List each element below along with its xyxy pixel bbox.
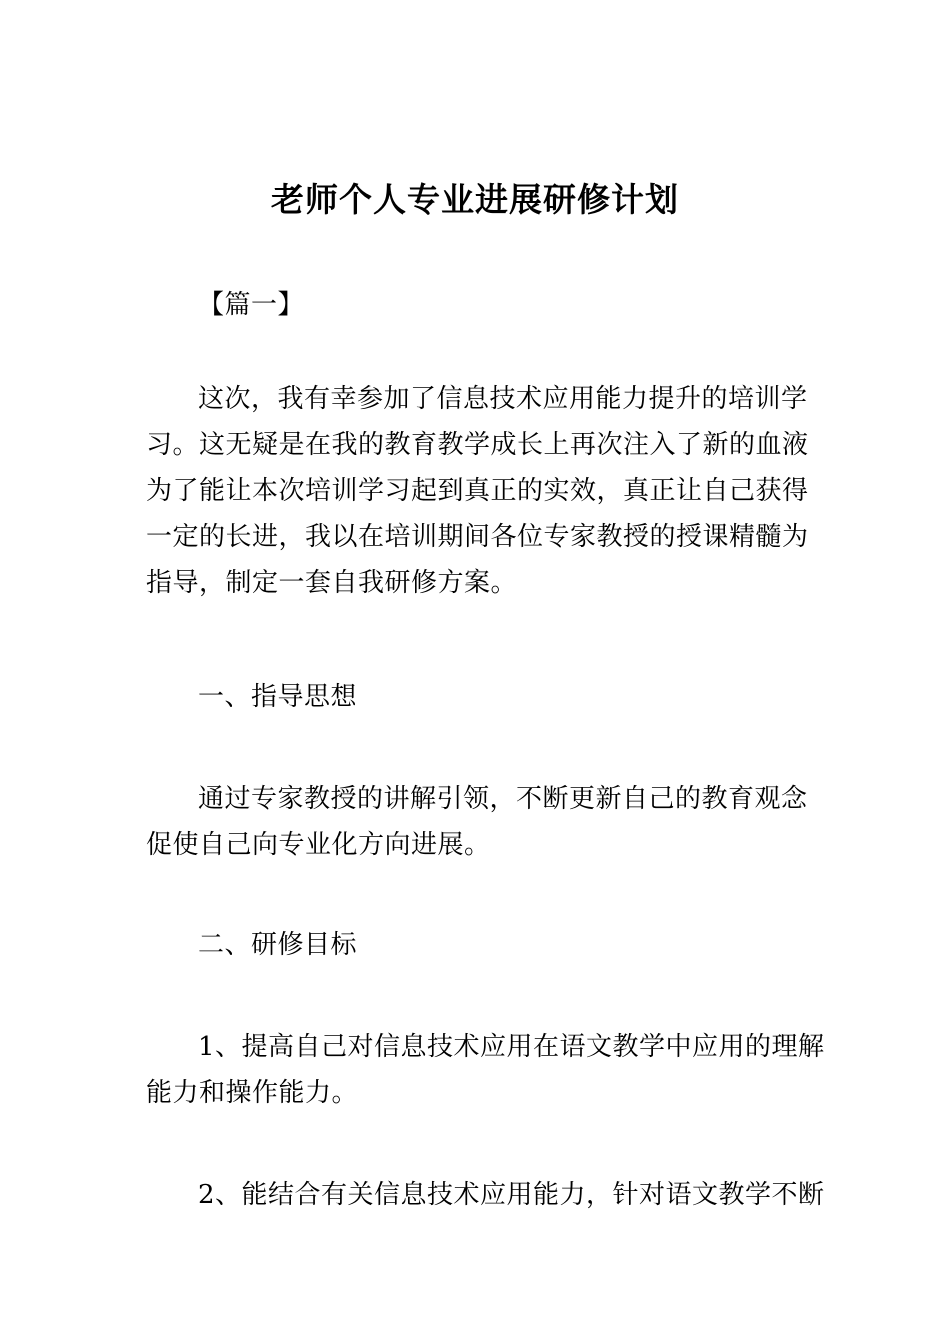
- paragraph-line: 指导，制定一套自我研修方案。: [146, 568, 518, 598]
- paragraph-line: 通过专家教授的讲解引领，不断更新自己的教育观念: [198, 784, 808, 814]
- paragraph-line: 一定的长进，我以在培训期间各位专家教授的授课精髓为: [146, 522, 809, 552]
- paragraph-line: 2、能结合有关信息技术应用能力，针对语文教学不断: [198, 1180, 825, 1210]
- paragraph-line: 能力和操作能力。: [146, 1078, 359, 1108]
- paragraph-line: 习。这无疑是在我的教育教学成长上再次注入了新的血液: [146, 430, 809, 460]
- section-heading-goals: 二、研修目标: [198, 930, 358, 960]
- paragraph-line: 这次，我有幸参加了信息技术应用能力提升的培训学: [198, 384, 808, 414]
- goal-item-1: [146, 1024, 825, 1116]
- guiding-thought-paragraph: [146, 776, 810, 868]
- goal-item-2: [146, 1172, 825, 1218]
- document-title: 老师个人专业进展研修计划: [271, 180, 679, 219]
- part-label: 【篇一】: [198, 290, 305, 320]
- paragraph-line: 1、提高自己对信息技术应用在语文教学中应用的理解: [198, 1032, 825, 1062]
- paragraph-line: 为了能让本次培训学习起到真正的实效，真正让自己获得: [146, 476, 809, 506]
- intro-paragraph: [146, 376, 810, 606]
- section-heading-guiding-thought: 一、指导思想: [198, 682, 358, 712]
- paragraph-line: 促使自己向专业化方向进展。: [146, 830, 491, 860]
